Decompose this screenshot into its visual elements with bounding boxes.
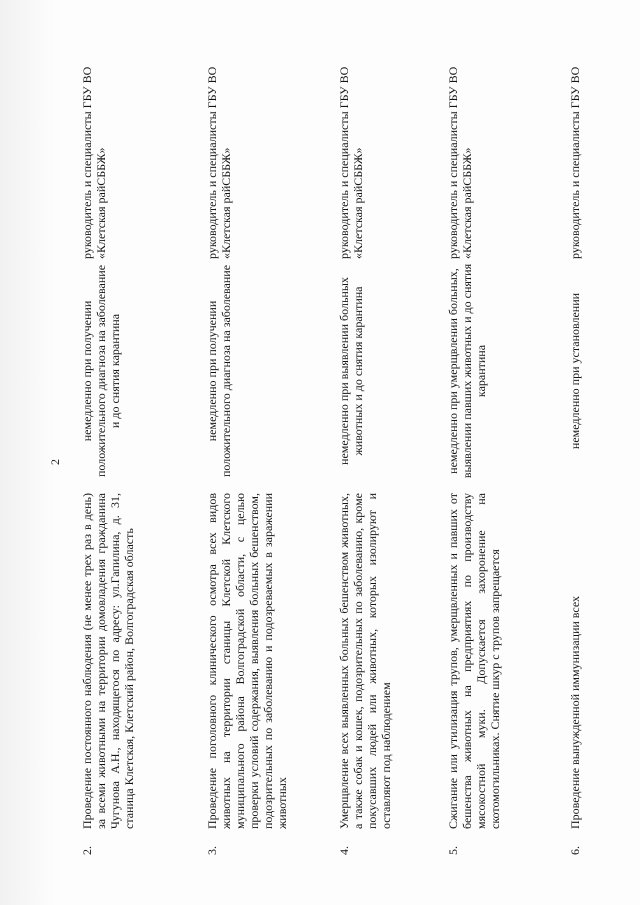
responsible-line-1: руководитель и специалисты ГБУ ВО	[568, 66, 582, 259]
term-text: немедленно при получении положительного диагноза на заболевание и до снятия карантина	[80, 264, 122, 478]
responsible-text	[80, 4, 108, 259]
action-text: Сжигание или утилизация трупов, умерщвленных и павших от бешенства животных на предприятиях по производству мясокостной муки. Допускается захоронение на скотомогильниках. Снятие шкур с трупов запрещается	[446, 493, 502, 829]
row-number: 2.	[80, 846, 94, 855]
term-text: немедленно при установлении	[568, 292, 582, 450]
row-number: 4.	[337, 846, 351, 855]
responsible-text	[446, 4, 474, 259]
term-text: немедленно при выявлении больных животных и до снятия карантина	[337, 277, 365, 465]
row-number: 5.	[446, 846, 460, 855]
responsible-text	[337, 4, 365, 259]
row-number: 3.	[205, 846, 219, 855]
action-text: Проведение поголовного клинического осмотра всех видов животных на территории станицы Клетской Клетского муниципального района Волгоградской области, с целью проверки условий содержания, выявления больных бешенством, подозрительных по заболеванию и подозреваемых в заражении животных	[205, 493, 289, 829]
term-text: немедленно при умерщвлении больных, выявлении павших животных и до снятия карантина	[446, 263, 488, 479]
responsible-text	[205, 4, 233, 259]
action-text: Умерщвление всех выявленных больных бешенством животных, а также собак и кошек, подозрительных по заболеванию, кроме покусавших людей или животных, которых изолируют и оставляют под наблюдением	[337, 493, 393, 829]
responsible-line-2: «Клетская райСББЖ»	[94, 147, 108, 259]
row-number: 6.	[568, 846, 582, 855]
page-number: 2	[48, 459, 62, 465]
responsible-text	[568, 4, 582, 259]
action-text: Проведение вынужденной иммунизации всех	[568, 595, 582, 829]
responsible-line-1: руководитель и специалисты ГБУ ВО	[446, 66, 460, 259]
responsible-line-2: «Клетская райСББЖ»	[219, 147, 233, 259]
responsible-line-1: руководитель и специалисты ГБУ ВО	[337, 66, 351, 259]
responsible-line-2: «Клетская райСББЖ»	[460, 147, 474, 259]
action-text: Проведение постоянного наблюдения (не менее трех раз в день) за всеми животными на территории домовладения гражданина Чугунова А.Н., находящегося по адресу: ул.Гапилина, д. 31, станица Клетская, Клетский район, Волгоградская область	[80, 493, 136, 829]
responsible-line-2: «Клетская райСББЖ»	[351, 147, 365, 259]
responsible-line-1: руководитель и специалисты ГБУ ВО	[205, 66, 219, 259]
term-text: немедленно при получении положительного диагноза на заболевание	[205, 264, 233, 478]
responsible-line-1: руководитель и специалисты ГБУ ВО	[80, 66, 94, 259]
